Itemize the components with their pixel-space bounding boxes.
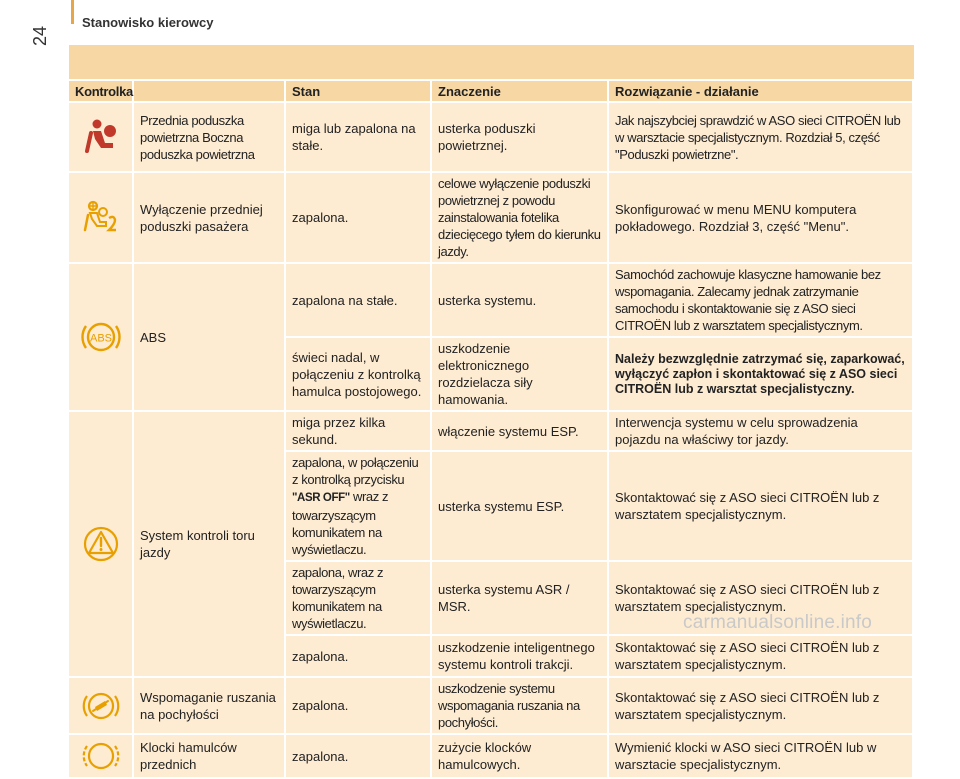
row-rozwiazanie: Wymienić klocki w ASO sieci CITROËN lub w warsztacie specjalistycznym. <box>609 735 914 779</box>
row-rozwiazanie: Skontaktować się z ASO sieci CITROËN lub z warsztatem specjalistycznym. <box>609 452 914 562</box>
row-name: ABS <box>134 264 286 412</box>
table-row <box>69 735 914 779</box>
section-accent-bar <box>71 0 74 24</box>
table-top-band <box>69 45 914 79</box>
row-znaczenie: usterka systemu. <box>432 264 609 338</box>
section-title: Stanowisko kierowcy <box>82 15 214 30</box>
row-stan: zapalona. <box>286 636 432 678</box>
row-rozwiazanie: Jak najszybciej sprawdzić w ASO sieci CITROËN lub w warsztacie specjalistycznym. Rozdział 5, część "Poduszki powietrzne". <box>609 103 914 173</box>
row-rozwiazanie: Interwencja systemu w celu sprowadzenia pojazdu na właściwy tor jazdy. <box>609 412 914 452</box>
row-znaczenie: uszkodzenie elektronicznego rozdzielacza siły hamowania. <box>432 338 609 412</box>
row-stan: zapalona. <box>286 678 432 735</box>
row-znaczenie: uszkodzenie systemu wspomagania ruszania na pochyłości. <box>432 678 609 735</box>
row-znaczenie: usterka systemu ESP. <box>432 452 609 562</box>
svg-text:ABS: ABS <box>89 332 112 345</box>
table-row <box>69 412 914 452</box>
row-znaczenie: włączenie systemu ESP. <box>432 412 609 452</box>
passenger-airbag-off-icon <box>81 200 121 236</box>
header-blank <box>134 81 286 103</box>
hill-start-assist-icon <box>81 687 121 725</box>
row-name: Wyłączenie przedniej poduszki pasażera <box>134 173 286 264</box>
row-rozwiazanie: Samochód zachowuje klasyczne hamowanie bez wspomagania. Zalecamy jednak zatrzymanie samochodu i skontaktowanie się z ASO sieci CITROËN lub z warsztatem specjalistycznym. <box>609 264 914 338</box>
page-number: 24 <box>30 25 50 46</box>
row-stan: miga przez kilka sekund. <box>286 412 432 452</box>
airbag-icon <box>81 117 121 157</box>
icon-cell <box>69 103 134 173</box>
row-name: Przednia poduszka powietrzna Boczna poduszka powietrzna <box>134 103 286 173</box>
brake-pads-icon <box>81 737 121 775</box>
row-znaczenie: uszkodzenie inteligentnego systemu kontroli trakcji. <box>432 636 609 678</box>
row-stan: świeci nadal, w połączeniu z kontrolką hamulca postojowego. <box>286 338 432 412</box>
table-row <box>69 678 914 735</box>
row-name: System kontroli toru jazdy <box>134 412 286 678</box>
warning-lights-table <box>69 81 914 779</box>
stan-text: wraz z towarzyszącym komunikatem na wyświetlaczu. <box>292 489 389 557</box>
header-stan: Stan <box>286 81 432 103</box>
row-stan: zapalona na stałe. <box>286 264 432 338</box>
row-rozwiazanie: Skonfigurować w menu MENU komputera pokładowego. Rozdział 3, część "Menu". <box>609 173 914 264</box>
asr-off-label: "ASR OFF" <box>292 492 350 504</box>
row-znaczenie: celowe wyłączenie poduszki powietrznej z powodu zainstalowania fotelika dziecięcego tyłem do kierunku jazdy. <box>432 173 609 264</box>
row-rozwiazanie: Skontaktować się z ASO sieci CITROËN lub z warsztatem specjalistycznym. <box>609 562 914 636</box>
icon-cell <box>69 412 134 678</box>
icon-cell <box>69 735 134 779</box>
header-znaczenie: Znaczenie <box>432 81 609 103</box>
row-znaczenie: usterka poduszki powietrznej. <box>432 103 609 173</box>
row-name: Klocki hamulców przednich <box>134 735 286 779</box>
icon-cell <box>69 678 134 735</box>
header-kontrolka: Kontrolka <box>69 81 134 103</box>
row-znaczenie: usterka systemu ASR / MSR. <box>432 562 609 636</box>
row-stan: zapalona. <box>286 173 432 264</box>
stan-text: zapalona, w połączeniu z kontrolką przycisku <box>292 455 419 487</box>
watermark: carmanualsonline.info <box>683 612 873 633</box>
row-stan: zapalona, wraz z towarzyszącym komunikatem na wyświetlaczu. <box>286 562 432 636</box>
row-rozwiazanie: Należy bezwzględnie zatrzymać się, zaparkować, wyłączyć zapłon i skontaktować się z ASO sieci CITROËN lub z warsztat specjalistyczny. <box>609 338 914 412</box>
table-row <box>69 103 914 173</box>
icon-cell <box>69 173 134 264</box>
row-znaczenie: zużycie klocków hamulcowych. <box>432 735 609 779</box>
row-rozwiazanie: Skontaktować się z ASO sieci CITROËN lub z warsztatem specjalistycznym. <box>609 636 914 678</box>
icon-cell <box>69 264 134 412</box>
table-row <box>69 173 914 264</box>
abs-icon <box>78 314 124 360</box>
header-rozwiazanie: Rozwiązanie - działanie <box>609 81 914 103</box>
table-row <box>69 264 914 338</box>
row-stan <box>286 452 432 562</box>
row-name: Wspomaganie ruszania na pochyłości <box>134 678 286 735</box>
row-stan: zapalona. <box>286 735 432 779</box>
warning-triangle-icon <box>81 524 121 564</box>
row-stan: miga lub zapalona na stałe. <box>286 103 432 173</box>
row-rozwiazanie: Skontaktować się z ASO sieci CITROËN lub z warsztatem specjalistycznym. <box>609 678 914 735</box>
table-header-row <box>69 81 914 103</box>
